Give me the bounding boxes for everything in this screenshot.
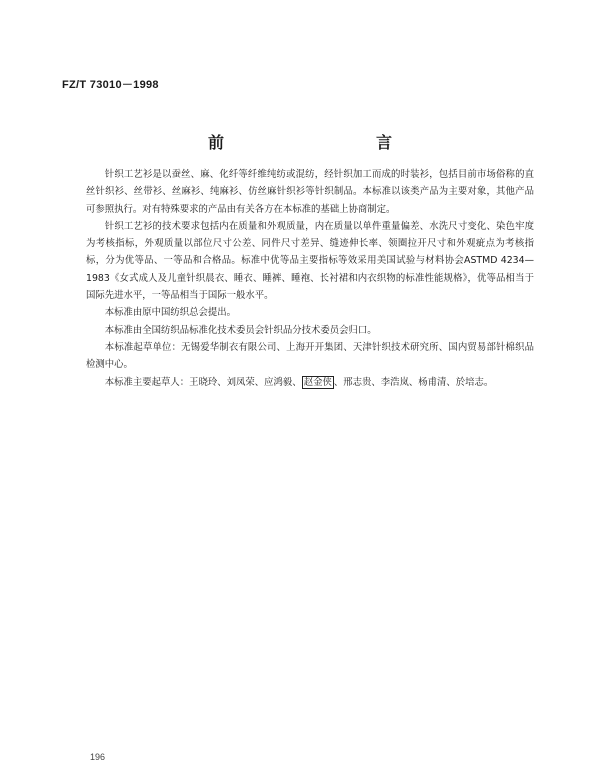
paragraph-scope: 针织工艺衫是以蚕丝、麻、化纤等纤维纯纺或混纺，经针织加工而成的时装衫，包括目前市场俗称的直丝针织衫、丝带衫、丝麻衫、纯麻衫、仿丝麻针织衫等针织制品。本标准以该类产品为主要对象，其他产品可参照执行。对有特殊要求的产品由有关各方在本标准的基础上协商制定。 — [86, 169, 534, 215]
paragraph-committee: 本标准由全国纺织品标准化技术委员会针织品分技术委员会归口。 — [104, 324, 377, 336]
paragraph-drafters — [86, 374, 534, 391]
paragraph-proposer: 本标准由原中国纺织总会提出。 — [104, 307, 237, 319]
drafters-suffix: 、邢志贵、李浩岚、杨甫清、於培志。 — [333, 376, 494, 388]
paragraph-technical-requirements: 针织工艺衫的技术要求包括内在质量和外观质量，内在质量以单件重量偏差、水洗尺寸变化、染色牢度为考核指标，外观质量以部位尺寸公差、同件尺寸差异、缝迹伸长率、领圈拉开尺寸和外观疵点为考核指标，分为优等品、一等品和合格品。标准中优等品主要指标等效采用美国试验与材料协会ASTMD 4234—1983《女式成人及儿童针织晨衣、睡衣、睡裤、睡袍、长衬裙和内衣织物的标准性能规格》，优等品相当于国际先进水平，一等品相当于国际一般水平。 — [86, 220, 534, 302]
page-number: 196 — [90, 752, 106, 762]
drafter-boxed-name: 赵金侠 — [303, 376, 332, 388]
page-title: 前 言 — [207, 133, 432, 152]
drafters-prefix: 本标准主要起草人：王晓玲、刘凤荣、应鸿毅、 — [104, 376, 302, 388]
standard-code: FZ/T 73010－1998 — [62, 79, 159, 91]
paragraph-drafting-units: 本标准起草单位：无锡爱华制衣有限公司、上海开开集团、天津针织技术研究所、国内贸易部针棉织品检测中心。 — [86, 341, 534, 371]
preface-body — [86, 166, 534, 391]
